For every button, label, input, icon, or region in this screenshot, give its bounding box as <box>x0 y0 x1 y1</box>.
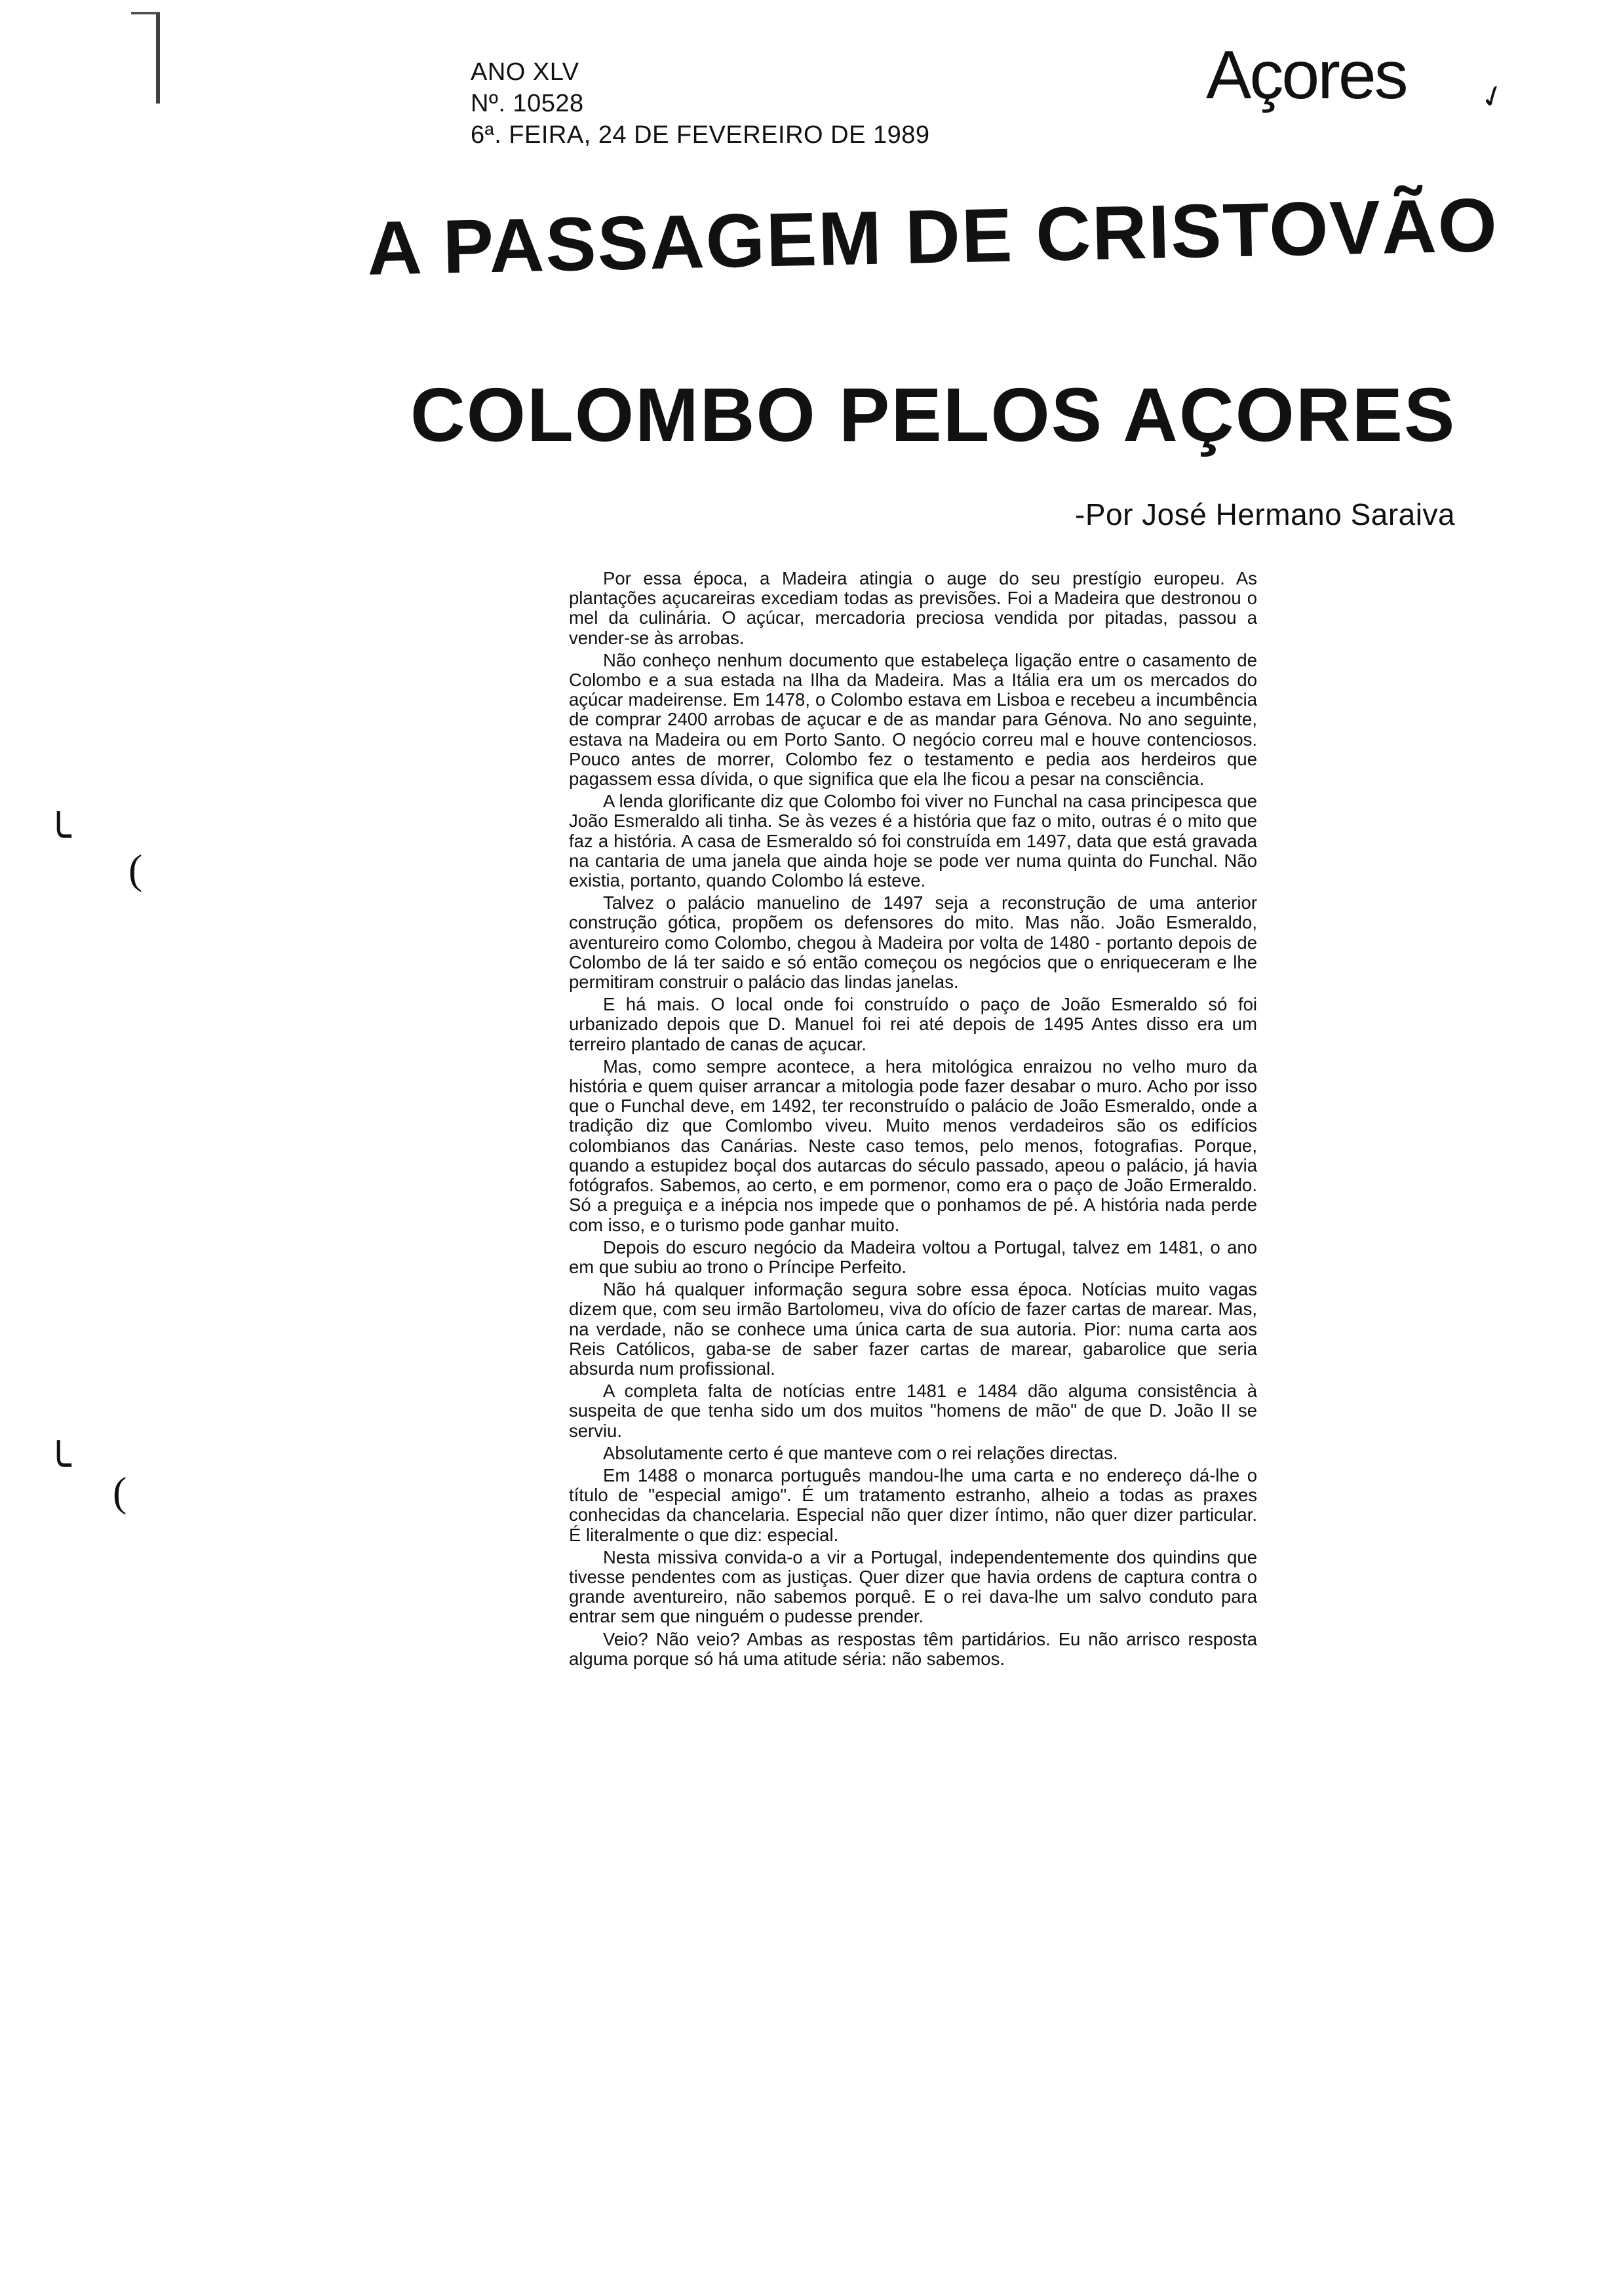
masthead-date: 6ª. FEIRA, 24 DE FEVEREIRO DE 1989 <box>471 121 930 149</box>
pen-mark-icon: ✓ <box>1475 75 1511 117</box>
newspaper-logo: Açores <box>1206 37 1407 113</box>
paragraph: Talvez o palácio manuelino de 1497 seja a reconstrução de uma anterior construção gótica, propõem os defensores do mito. Mas não. João Esmeraldo, aventureiro como Colombo, chegou à Madeira por volta de 1480 - portanto depois de Colombo de lá ter saido e só então começou os negócios que o enriqueceram e lhe permitiram construir o palácio das lindas janelas. <box>569 892 1257 993</box>
article-body <box>569 569 1257 1672</box>
paragraph: Não há qualquer informação segura sobre essa época. Notícias muito vagas dizem que, com seu irmão Bartolomeu, viva do ofício de fazer cartas de marear. Mas, na verdade, não se conhece uma única carta de sua autoria. Pior: numa carta aos Reis Católicos, gaba-se de saber fazer cartas de marear, gabarolice que seria absurda num profissional. <box>569 1279 1257 1379</box>
headline-line-2: COLOMBO PELOS AÇORES <box>410 372 1456 457</box>
masthead <box>471 56 930 151</box>
binding-hole-mark-icon: ╰ <box>46 813 71 860</box>
byline: -Por José Hermano Saraiva <box>1075 497 1456 531</box>
binding-hole-mark-icon: ( <box>128 846 143 892</box>
paragraph: Por essa época, a Madeira atingia o auge do seu prestígio europeu. As plantações açucareiras excediam todas as previsões. Foi a Madeira que destronou o mel da culinária. O açúcar, mercadoria preciosa vendida por pitadas, passou a vender-se às arrobas. <box>569 568 1257 648</box>
paragraph: Absolutamente certo é que manteve com o rei relações directas. <box>603 1442 1118 1463</box>
paragraph: Em 1488 o monarca português mandou-lhe uma carta e no endereço dá-lhe o título de "especial amigo". É um tratamento estranho, alheio a todas as praxes conhecidas da chancelaria. Especial não quer dizer íntimo, não quer dizer particular. É literalmente o que diz: especial. <box>569 1464 1257 1545</box>
paragraph: Veio? Não veio? Ambas as respostas têm partidários. Eu não arrisco resposta alguma porque só há uma atitude séria: não sabemos. <box>569 1628 1257 1669</box>
paragraph: A lenda glorificante diz que Colombo foi viver no Funchal na casa principesca que João Esmeraldo ali tinha. Se às vezes é a história que faz o mito, outras é o mito que faz a história. A casa de Esmeraldo só foi construída em 1497, data que está gravada na cantaria de uma janela que ainda hoje se pode ver numa quinta do Funchal. Não existia, portanto, quando Colombo lá esteve. <box>569 791 1257 891</box>
paragraph: E há mais. O local onde foi construído o paço de João Esmeraldo só foi urbanizado depois que D. Manuel foi rei até depois de 1495 Antes disso era um terreiro plantado de canas de açucar. <box>569 994 1257 1054</box>
headline-line-1: A PASSAGEM DE CRISTOVÃO <box>366 182 1500 291</box>
binding-hole-mark-icon: ( <box>113 1468 127 1515</box>
paragraph: Depois do escuro negócio da Madeira voltou a Portugal, talvez em 1481, o ano em que subiu ao trono o Príncipe Perfeito. <box>569 1236 1257 1277</box>
paragraph: A completa falta de notícias entre 1481 e 1484 dão alguma consistência à suspeita de que tenha sido um dos muitos "homens de mão" de que D. João II se serviu. <box>569 1381 1257 1441</box>
binding-hole-mark-icon: ╰ <box>46 1442 71 1489</box>
paragraph: Nesta missiva convida-o a vir a Portugal, independentemente dos quindins que tivesse pendentes com as justiças. Quer dizer que havia ordens de captura contra o grande aventureiro, não sabemos porquê. E o rei dava-lhe um salvo conduto para entrar sem que ninguém o pudesse prender. <box>569 1546 1257 1627</box>
paragraph: Mas, como sempre acontece, a hera mitológica enraizou no velho muro da história e quem quiser arrancar a mitologia pode fazer desabar o muro. Acho por isso que o Funchal deve, em 1492, ter reconstruído o palácio de João Esmeraldo, onde a tradição diz que Comlombo viveu. Muito menos verdadeiros são os edifícios colombianos das Canárias. Neste caso temos, pelo menos, fotografias. Porque, quando a estupidez boçal dos autarcas do século passado, apeou o palácio, já havia fotógrafos. Sabemos, ao certo, e em pormenor, como era o paço de João Ermeraldo. Só a preguiça e a inépcia nos impede que o ponhamos de pé. A história nada perde com isso, e o turismo pode ganhar muito. <box>569 1056 1257 1235</box>
scan-edge-mark <box>131 12 160 104</box>
masthead-year: ANO XLV <box>471 58 579 86</box>
masthead-number: Nº. 10528 <box>471 90 584 117</box>
paragraph: Não conheço nenhum documento que estabeleça ligação entre o casamento de Colombo e a sua estada na Ilha da Madeira. Mas a Itália era um os mercados do açúcar madeirense. Em 1478, o Colombo estava em Lisboa e recebeu a incumbência de comprar 2400 arrobas de açucar e de as mandar para Génova. No ano seguinte, estava na Madeira ou em Porto Santo. O negócio correu mal e houve contenciosos. Pouco antes de morrer, Colombo fez o testamento e pedia aos herdeiros que pagassem essa dívida, o que significa que ela lhe ficou a pesar na consciência. <box>569 649 1257 790</box>
